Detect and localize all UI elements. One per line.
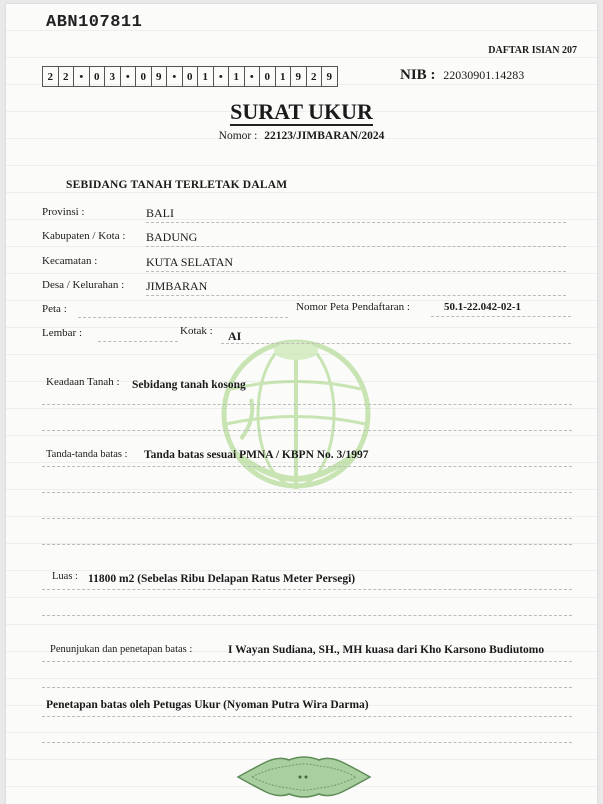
code-box: 9 xyxy=(152,66,168,87)
luas-value: 11800 m2 (Sebelas Ribu Delapan Ratus Meter Persegi) xyxy=(88,573,356,585)
code-boxes xyxy=(42,66,338,87)
code-box: 2 xyxy=(59,66,75,87)
desa-value: JIMBARAN xyxy=(146,279,208,293)
kabupaten-label: Kabupaten / Kota : xyxy=(42,230,126,242)
nomor-peta-label: Nomor Peta Pendaftaran : xyxy=(296,301,410,313)
code-box: • xyxy=(214,66,230,87)
bpn-logo-watermark-icon xyxy=(211,329,381,504)
penunjukan-value: I Wayan Sudiana, SH., MH kuasa dari Kho Karsono Budiutomo xyxy=(228,644,545,656)
code-box: 0 xyxy=(260,66,276,87)
code-box: • xyxy=(245,66,261,87)
code-box: 0 xyxy=(90,66,106,87)
location-heading: SEBIDANG TANAH TERLETAK DALAM xyxy=(66,179,288,191)
nomor-peta-value: 50.1-22.042-02-1 xyxy=(444,301,521,313)
code-box: 1 xyxy=(276,66,292,87)
code-box: 3 xyxy=(105,66,121,87)
code-box: • xyxy=(167,66,183,87)
code-box: 0 xyxy=(136,66,152,87)
kotak-value: AI xyxy=(228,329,242,343)
form-number: DAFTAR ISIAN 207 xyxy=(488,45,577,56)
code-box: • xyxy=(74,66,90,87)
nib-label: NIB xyxy=(400,67,427,83)
peta-label: Peta : xyxy=(42,303,67,315)
code-box: 1 xyxy=(229,66,245,87)
code-box: 1 xyxy=(198,66,214,87)
provinsi-value: BALI xyxy=(146,206,174,220)
security-seal-icon xyxy=(234,754,374,800)
kecamatan-value: KUTA SELATAN xyxy=(146,255,234,269)
tanda-batas-value: Tanda batas sesuai PMNA / KBPN No. 3/1997 xyxy=(144,449,369,461)
document-serial: ABN107811 xyxy=(46,13,143,32)
code-box: 2 xyxy=(43,66,59,87)
keadaan-tanah-label: Keadaan Tanah : xyxy=(46,376,120,388)
code-box: 9 xyxy=(291,66,307,87)
nomor-label: Nomor xyxy=(218,130,252,142)
kotak-label: Kotak : xyxy=(180,325,213,337)
penunjukan-label: Penunjukan dan penetapan batas : xyxy=(50,644,193,655)
provinsi-label: Provinsi : xyxy=(42,206,85,218)
desa-label: Desa / Kelurahan : xyxy=(42,279,125,291)
luas-label: Luas : xyxy=(52,571,78,582)
code-box: 0 xyxy=(183,66,199,87)
document-number: Nomor : 22123/JIMBARAN/2024 xyxy=(218,130,385,142)
nomor-value: 22123/JIMBARAN/2024 xyxy=(264,130,385,142)
nib-value: 22030901.14283 xyxy=(443,68,525,82)
surat-ukur-document xyxy=(6,4,597,804)
kecamatan-label: Kecamatan : xyxy=(42,255,98,267)
kabupaten-value: BADUNG xyxy=(146,230,198,244)
nib-colon: : xyxy=(430,67,436,83)
code-box: 9 xyxy=(322,66,338,87)
document-title: SURAT UKUR xyxy=(230,99,373,124)
code-box: • xyxy=(121,66,137,87)
petugas-ukur-text: Penetapan batas oleh Petugas Ukur (Nyoman Putra Wira Darma) xyxy=(46,699,369,711)
keadaan-tanah-value: Sebidang tanah kosong xyxy=(132,379,246,391)
nib xyxy=(400,67,524,84)
tanda-batas-label: Tanda-tanda batas : xyxy=(46,449,128,460)
lembar-label: Lembar : xyxy=(42,327,83,339)
code-box: 2 xyxy=(307,66,323,87)
